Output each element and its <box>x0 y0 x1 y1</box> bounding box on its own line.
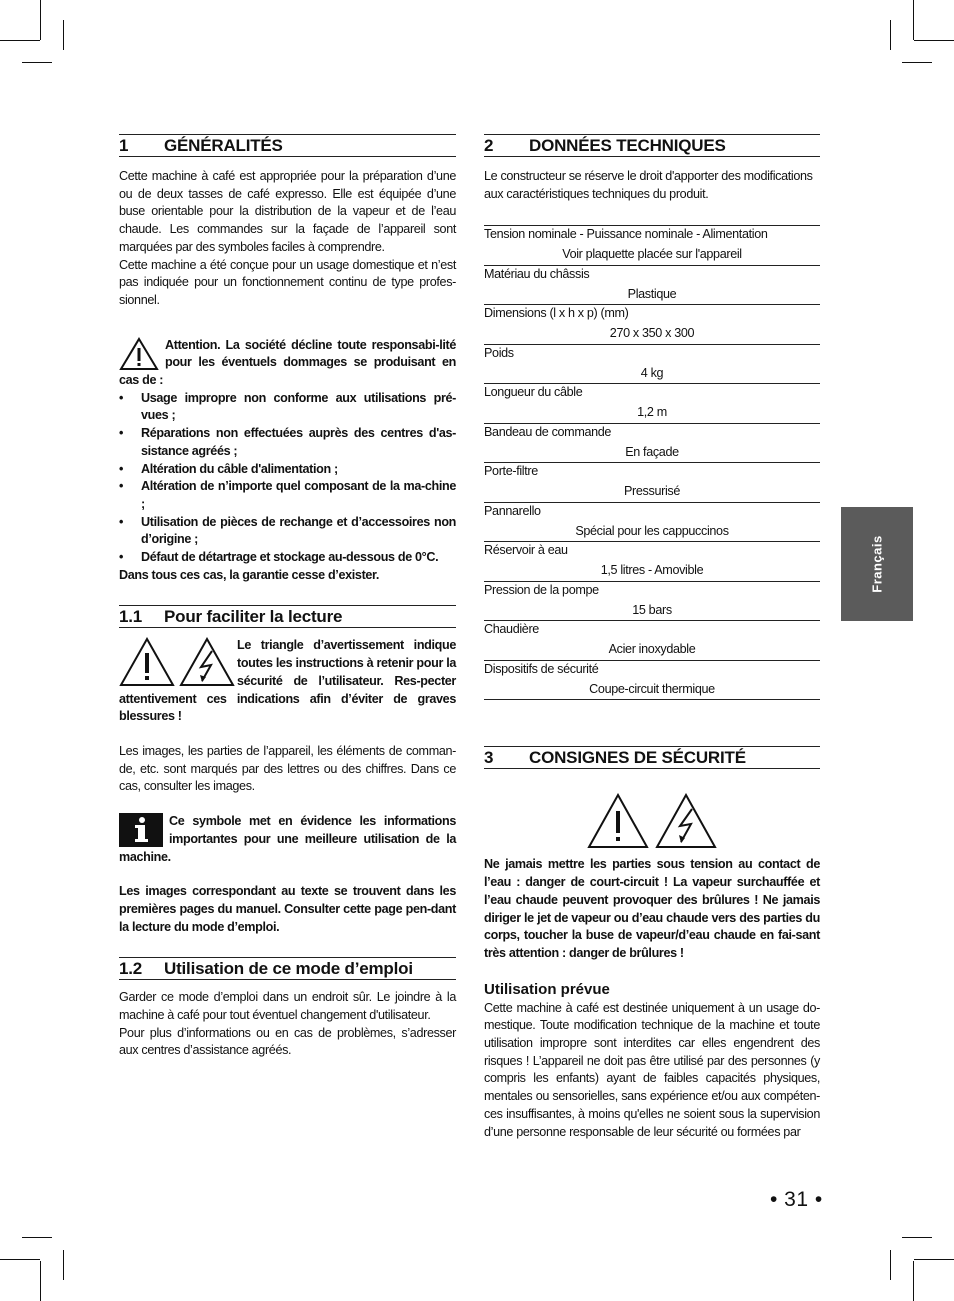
crop-mark <box>63 20 64 50</box>
list-item: • Défaut de détartrage et stockage au-dessous de 0°C. <box>119 549 456 567</box>
list-item: • Altération de n’importe quel composant de la ma-chine ; <box>119 478 456 513</box>
section-number: 1.2 <box>119 959 143 979</box>
table-row: Dimensions (l x h x p) (mm) 270 x 350 x 300 <box>484 305 820 345</box>
paragraph: Cette machine à café est appropriée pour la préparation d’une ou de deux tasses de café expresso. Elle est équipée d’une buse orientable pour la distribution de la vapeur et de l’eau chaude. Les commandes sur la façade de l’appareil sont marquées par des symboles faciles à comprendre. <box>119 169 456 254</box>
crop-mark <box>40 1261 41 1301</box>
warning-end: Dans tous ces cas, la garantie cesse d’exister. <box>119 567 380 582</box>
warning-intro: Attention. La société décline toute responsabi-lité pour les éventuels dommages se produisant en cas de : <box>119 337 456 388</box>
crop-mark <box>913 0 914 40</box>
crop-mark <box>913 1261 914 1301</box>
section-number: 1 <box>119 136 129 155</box>
section-number: 3 <box>484 748 494 768</box>
crop-mark <box>63 1250 64 1280</box>
warning-triangle-icon <box>119 637 175 687</box>
section-title: Utilisation de ce mode d’emploi <box>164 959 413 979</box>
section-number: 1.1 <box>119 607 143 627</box>
section-title: Pour faciliter la lecture <box>164 607 343 627</box>
list-item: • Altération du câble d'alimentation ; <box>119 461 456 479</box>
warning-list <box>119 390 456 567</box>
section-heading <box>484 134 820 157</box>
right-column <box>484 134 820 1141</box>
table-row: Poids 4 kg <box>484 345 820 385</box>
list-item: • Réparations non effectuées auprès des centres d'as-sistance agréés ; <box>119 425 456 460</box>
language-tab <box>841 507 913 621</box>
section-heading <box>119 134 456 157</box>
electric-hazard-icon <box>655 793 717 849</box>
triangle-text: Le triangle d’avertissement indique toutes les instructions à retenir pour la sécurité de l’utilisateur. Res-pecter attentivement ces indications afin d’éviter de graves blessures ! <box>119 638 456 724</box>
crop-mark <box>40 0 41 40</box>
crop-mark <box>0 40 40 41</box>
crop-mark <box>914 1259 954 1260</box>
paragraph: Les images correspondant au texte se trouvent dans les premières pages du manuel. Consulter cette page pen-dant la lecture du mode d’emploi. <box>119 884 456 934</box>
section-heading <box>119 957 456 980</box>
paragraph: Pour plus d’informations ou en cas de problèmes, s’adresser aux centres d’assistance agréés. <box>119 1025 456 1058</box>
info-icon <box>119 813 163 847</box>
section-number: 2 <box>484 136 494 155</box>
paragraph: Les images, les parties de l’appareil, les éléments de comman-de, etc. sont marqués par des lettres ou des chiffres. Dans ce cas, consulter les images. <box>119 743 456 794</box>
page-number: • 31 • <box>770 1188 823 1211</box>
section-title: CONSIGNES DE SÉCURITÉ <box>529 748 746 768</box>
warning-triangle-icon <box>587 793 649 849</box>
left-column <box>119 134 456 1060</box>
subsection-title: Utilisation prévue <box>484 980 610 998</box>
icon-pair <box>119 637 237 689</box>
table-row: Matériau du châssis Plastique <box>484 266 820 306</box>
crop-mark <box>914 40 954 41</box>
section-title: GÉNÉRALITÉS <box>164 136 283 155</box>
crop-mark <box>22 1237 52 1238</box>
table-row: Porte-filtre Pressurisé <box>484 463 820 503</box>
table-row: Pression de la pompe 15 bars <box>484 582 820 622</box>
crop-mark <box>890 1250 891 1280</box>
info-block <box>119 813 456 866</box>
spec-table <box>484 225 820 700</box>
paragraph: Le constructeur se réserve le droit d'apporter des modifications aux caractéristiques techniques du produit. <box>484 169 813 201</box>
triangle-block <box>119 637 456 726</box>
list-item: • Usage impropre non conforme aux utilisations pré-vues ; <box>119 390 456 425</box>
crop-mark <box>902 62 932 63</box>
list-item: • Utilisation de pièces de rechange et d’accessoires non d’origine ; <box>119 514 456 549</box>
table-row: Dispositifs de sécurité Coupe-circuit thermique <box>484 661 820 701</box>
table-row: Tension nominale - Puissance nominale - Alimentation Voir plaquette placée sur l'appareil <box>484 226 820 266</box>
table-row: Longueur du câble 1,2 m <box>484 384 820 424</box>
section-title: DONNÉES TECHNIQUES <box>529 136 726 155</box>
paragraph: Cette machine a été conçue pour un usage domestique et n’est pas indiquée pour un fonctionnement continu de type profes-sionnel. <box>119 257 456 307</box>
table-row: Bandeau de commande En façade <box>484 424 820 464</box>
paragraph: Garder ce mode d’emploi dans un endroit sûr. Le joindre à la machine à café pour tout éventuel changement d'utilisateur. <box>119 990 456 1023</box>
table-row: Chaudière Acier inoxydable <box>484 621 820 661</box>
crop-mark <box>22 62 52 63</box>
crop-mark <box>0 1259 40 1260</box>
crop-mark <box>902 1237 932 1238</box>
section-heading <box>484 746 820 769</box>
crop-mark <box>890 20 891 50</box>
language-label: Français <box>869 535 885 593</box>
paragraph: Cette machine à café est destinée uniquement à un usage do-mestique. Toute modification technique de la machine et toute utilisation impropre sont interdites car elles engendrent des risques ! L’appareil ne doit pas être utilisé par des personnes (y compris les enfants) ayant de faibles capacités physiques, mentales ou sensorielles, sans expérience et/ou aux compéten-ces insuffisantes, à moins qu'elles ne soient sous la supervision d’une personne responsable de leur sécurité ou formées par <box>484 1000 820 1139</box>
info-text: Ce symbole met en évidence les informations importantes pour une meilleure utilisation de la machine. <box>119 814 456 864</box>
warning-block <box>119 337 456 585</box>
section-heading <box>119 605 456 628</box>
icon-pair <box>484 793 820 849</box>
warning-triangle-icon <box>119 337 159 371</box>
safety-warning: Ne jamais mettre les parties sous tension au contact de l’eau : danger de court-circuit ! La vapeur surchauffée et l’eau chaude peuvent provoquer des brûlures ! Ne jamais diriger le jet de vapeur ou d’eau chaude vers des parties du corps, toucher la buse de vapeur/d’eau chaude en fai-sant très attention : danger de brûlures ! <box>484 857 820 960</box>
table-row: Réservoir à eau 1,5 litres - Amovible <box>484 542 820 582</box>
table-row: Pannarello Spécial pour les cappuccinos <box>484 503 820 543</box>
electric-hazard-icon <box>179 637 235 687</box>
